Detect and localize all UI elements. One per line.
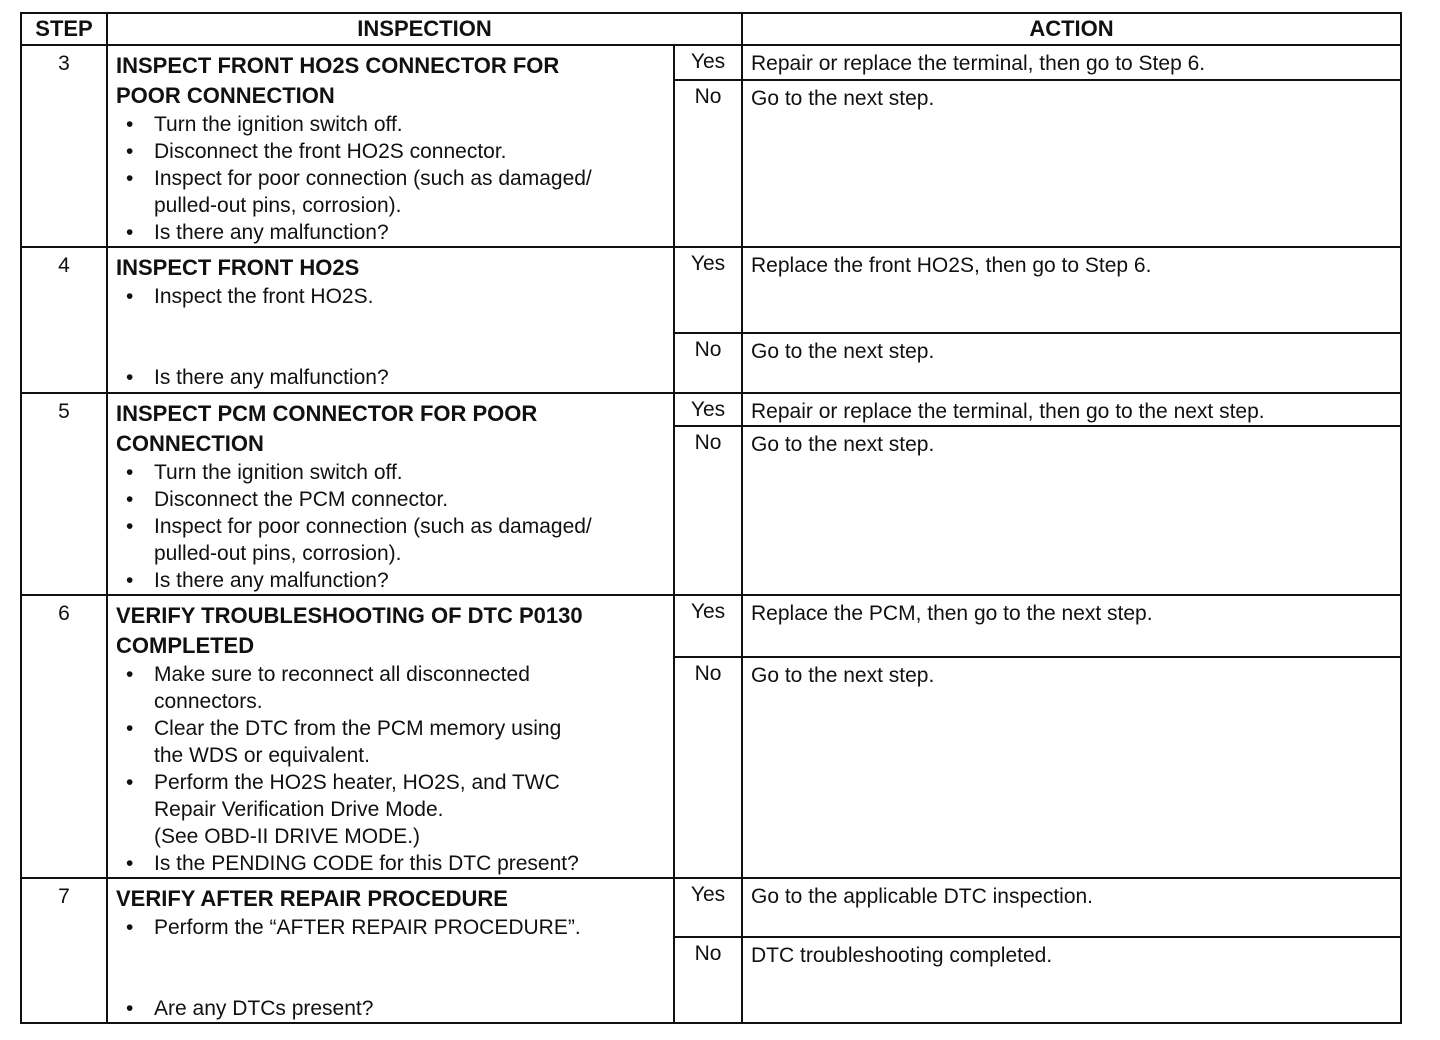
yes-action: Repair or replace the terminal, then go to the next step. (742, 393, 1401, 426)
yes-label: Yes (674, 393, 742, 426)
inspection-bullet: • Are any DTCs present? (126, 997, 374, 1020)
inspection-title: INSPECT FRONT HO2S (116, 255, 360, 280)
no-action: DTC troubleshooting completed. (742, 937, 1401, 1023)
inspection-bullet: • Perform the “AFTER REPAIR PROCEDURE”. (126, 916, 581, 939)
inspection-cell (107, 45, 674, 247)
inspection-bullet: • Disconnect the PCM connector. (126, 488, 449, 511)
no-action: Go to the next step. (742, 657, 1401, 878)
inspection-title: CONNECTION (116, 431, 264, 456)
inspection-bullet: • Is there any malfunction? (126, 221, 389, 244)
header-action: ACTION (742, 13, 1401, 45)
yes-action: Replace the PCM, then go to the next step. (742, 595, 1401, 657)
inspection-cell (107, 595, 674, 878)
no-label: No (674, 333, 742, 393)
inspection-bullet: • Inspect the front HO2S. (126, 285, 374, 308)
inspection-bullet-continuation: pulled-out pins, corrosion). (154, 194, 402, 217)
inspection-bullet: • Inspect for poor connection (such as damaged/ (126, 515, 592, 538)
inspection-title: INSPECT PCM CONNECTOR FOR POOR (116, 401, 538, 426)
yes-action: Replace the front HO2S, then go to Step 6. (742, 247, 1401, 333)
header-row (21, 13, 1401, 45)
step-number: 6 (21, 595, 107, 878)
yes-action: Go to the applicable DTC inspection. (742, 878, 1401, 937)
yes-label: Yes (674, 247, 742, 333)
inspection-bullet: • Perform the HO2S heater, HO2S, and TWC (126, 771, 560, 794)
inspection-bullet-continuation: connectors. (154, 690, 263, 713)
inspection-bullet: • Is there any malfunction? (126, 366, 389, 389)
inspection-cell (107, 247, 674, 393)
step-number: 7 (21, 878, 107, 1023)
inspection-cell (107, 393, 674, 595)
yes-label: Yes (674, 878, 742, 937)
step-7-yes-row (21, 878, 1401, 937)
inspection-bullet: • Turn the ignition switch off. (126, 461, 403, 484)
step-5-yes-row (21, 393, 1401, 426)
inspection-cell (107, 878, 674, 1023)
yes-label: Yes (674, 45, 742, 80)
inspection-title: VERIFY TROUBLESHOOTING OF DTC P0130 (116, 603, 583, 628)
step-number: 4 (21, 247, 107, 393)
inspection-bullet: • Is there any malfunction? (126, 569, 389, 592)
header-step: STEP (21, 13, 107, 45)
step-number: 5 (21, 393, 107, 595)
no-action: Go to the next step. (742, 426, 1401, 595)
no-action: Go to the next step. (742, 80, 1401, 247)
step-number: 3 (21, 45, 107, 247)
no-label: No (674, 80, 742, 247)
inspection-bullet: • Turn the ignition switch off. (126, 113, 403, 136)
step-4-yes-row (21, 247, 1401, 333)
inspection-title: POOR CONNECTION (116, 83, 335, 108)
inspection-bullet: • Inspect for poor connection (such as damaged/ (126, 167, 592, 190)
no-label: No (674, 937, 742, 1023)
inspection-title: INSPECT FRONT HO2S CONNECTOR FOR (116, 53, 560, 78)
inspection-bullet-continuation: Repair Verification Drive Mode. (154, 798, 444, 821)
inspection-bullet-continuation: the WDS or equivalent. (154, 744, 370, 767)
inspection-bullet-continuation: (See OBD-II DRIVE MODE.) (154, 825, 421, 848)
inspection-bullet: • Clear the DTC from the PCM memory using (126, 717, 562, 740)
inspection-title: VERIFY AFTER REPAIR PROCEDURE (116, 886, 508, 911)
step-3-yes-row (21, 45, 1401, 80)
inspection-bullet-continuation: pulled-out pins, corrosion). (154, 542, 402, 565)
inspection-bullet: • Make sure to reconnect all disconnected (126, 663, 530, 686)
header-inspection: INSPECTION (107, 13, 742, 45)
troubleshooting-table (20, 12, 1402, 1024)
no-label: No (674, 657, 742, 878)
inspection-bullet: • Disconnect the front HO2S connector. (126, 140, 507, 163)
step-6-yes-row (21, 595, 1401, 657)
inspection-bullet: • Is the PENDING CODE for this DTC present? (126, 852, 579, 875)
inspection-title: COMPLETED (116, 633, 255, 658)
yes-label: Yes (674, 595, 742, 657)
no-action: Go to the next step. (742, 333, 1401, 393)
yes-action: Repair or replace the terminal, then go to Step 6. (742, 45, 1401, 80)
no-label: No (674, 426, 742, 595)
